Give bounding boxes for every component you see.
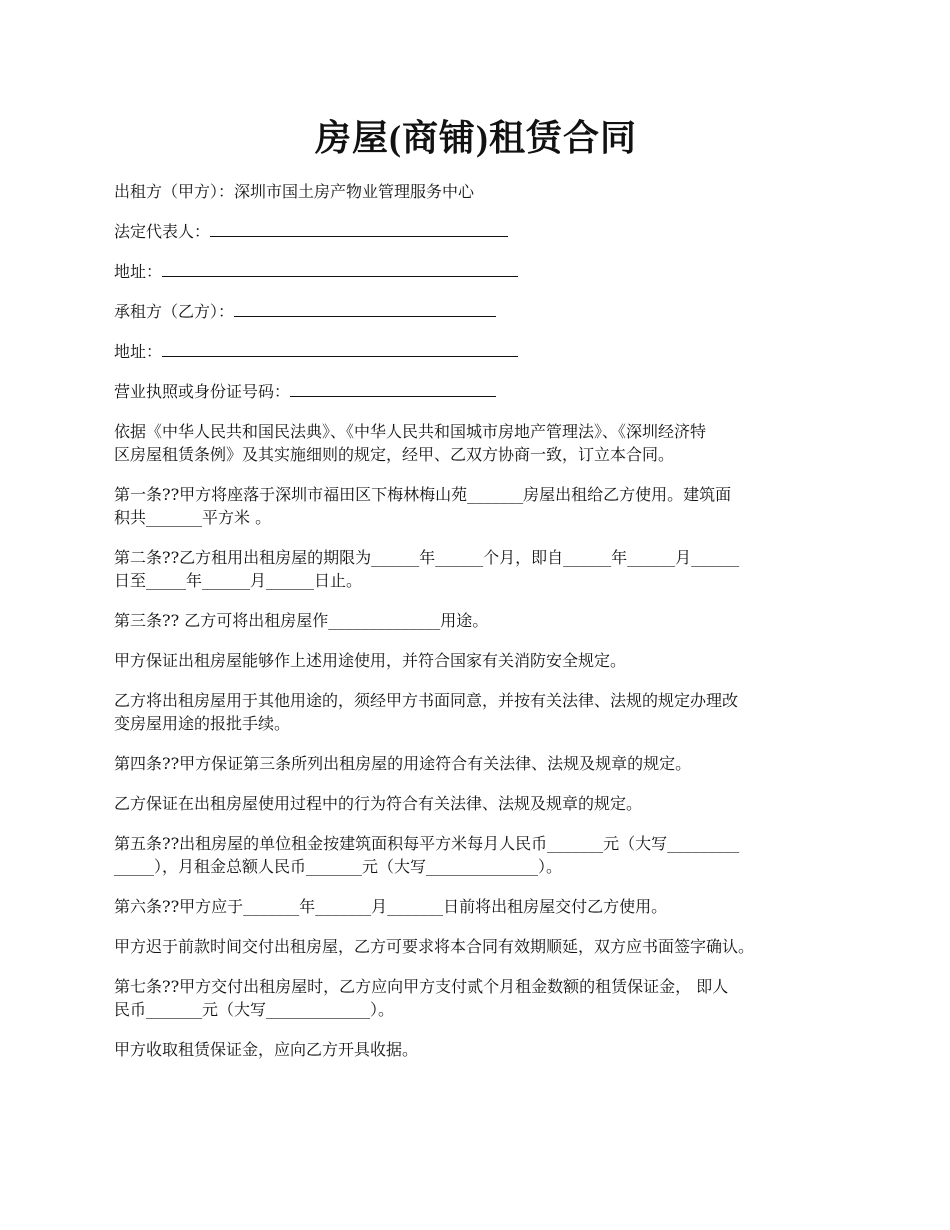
article-2-line: 日至_____年______月______日止。 (114, 571, 363, 590)
article-5 (114, 832, 838, 878)
document-title: 房屋(商铺)租赁合同 (315, 118, 637, 158)
lessor-address-field[interactable] (162, 260, 518, 277)
article-7-line: 第七条??甲方交付出租房屋时，乙方应向甲方支付贰个月租金数额的租赁保证金， 即人 (114, 977, 729, 996)
article-7-line: 民币_______元（大写_____________）。 (114, 1000, 395, 1019)
delay-clause-paragraph (114, 935, 838, 958)
guarantee-a-text: 甲方保证出租房屋能够作上述用途使用，并符合国家有关消防安全规定。 (114, 651, 627, 670)
license-field[interactable] (290, 380, 496, 397)
change-use-line: 变房屋用途的报批手续。 (114, 714, 291, 733)
article-7 (114, 975, 838, 1021)
legal-rep-label: 法定代表人： (114, 222, 211, 241)
legal-rep-field[interactable] (210, 220, 508, 237)
delay-clause-text: 甲方迟于前款时间交付出租房屋，乙方可要求将本合同有效期顺延，双方应书面签字确认。 (114, 937, 755, 956)
lessor-label: 出租方（甲方）：深圳市国土房产物业管理服务中心 (114, 182, 475, 201)
preamble-paragraph (114, 420, 838, 466)
document-body (114, 180, 838, 1061)
guarantee-a-paragraph (114, 649, 838, 672)
article-1-line: 第一条??甲方将座落于深圳市福田区下梅林梅山苑_______房屋出租给乙方使用。建筑面 (114, 485, 732, 504)
article-4-text: 第四条??甲方保证第三条所列出租房屋的用途符合有关法律、法规及规章的规定。 (114, 754, 692, 773)
lessor-address-label: 地址： (114, 262, 163, 281)
article-3-text: 第三条?? 乙方可将出租房屋作______________用途。 (114, 611, 489, 630)
article-6-text: 第六条??甲方应于_______年_______月_______日前将出租房屋交付乙方使用。 (114, 897, 668, 916)
lessor-address-line (114, 260, 838, 283)
change-use-paragraph (114, 689, 838, 735)
article-2 (114, 546, 838, 592)
lessee-address-field[interactable] (162, 340, 518, 357)
article-5-line: 第五条??出租房屋的单位租金按建筑面积每平方米每月人民币_______元（大写_________ (114, 834, 740, 853)
article-5-line: _____），月租金总额人民币_______元（大写______________）。 (114, 857, 563, 876)
change-use-line: 乙方将出租房屋用于其他用途的，须经甲方书面同意，并按有关法律、法规的规定办理改 (114, 691, 739, 710)
preamble-line: 区房屋租赁条例》及其实施细则的规定，经甲、乙双方协商一致，订立本合同。 (114, 445, 675, 464)
lessee-line (114, 300, 838, 323)
receipt-clause-paragraph (114, 1038, 838, 1061)
legal-rep-line (114, 220, 838, 243)
lessor-line (114, 180, 838, 203)
lessee-address-label: 地址： (114, 342, 163, 361)
license-line (114, 380, 838, 403)
article-1-line: 积共_______平方米 。 (114, 508, 272, 527)
article-2-line: 第二条??乙方租用出租房屋的期限为______年______个月，即自______年______月______ (114, 548, 740, 567)
lessee-address-line (114, 340, 838, 363)
article-6 (114, 895, 838, 918)
license-label: 营业执照或身份证号码： (114, 382, 291, 401)
lessee-field[interactable] (234, 300, 496, 317)
lessee-label: 承租方（乙方）： (114, 302, 235, 321)
article-3 (114, 609, 838, 632)
guarantee-b-text: 乙方保证在出租房屋使用过程中的行为符合有关法律、法规及规章的规定。 (114, 794, 643, 813)
article-1 (114, 483, 838, 529)
preamble-line: 依据《中华人民共和国民法典》、《中华人民共和国城市房地产管理法》、《深圳经济特 (114, 422, 707, 441)
receipt-clause-text: 甲方收取租赁保证金，应向乙方开具收据。 (114, 1040, 419, 1059)
article-4 (114, 752, 838, 775)
guarantee-b-paragraph (114, 792, 838, 815)
